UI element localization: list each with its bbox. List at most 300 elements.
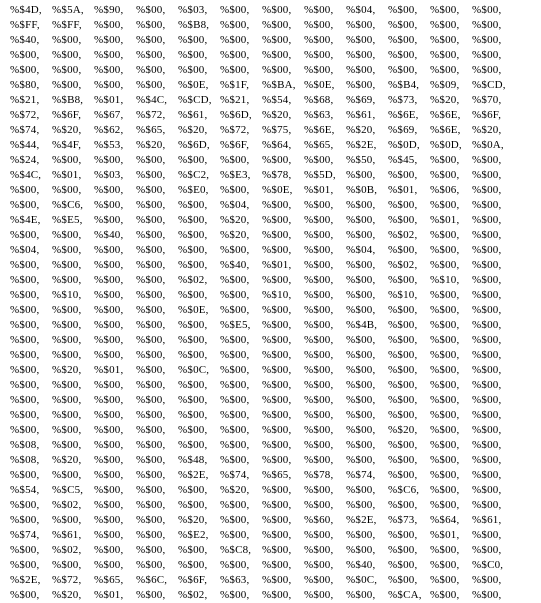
hex-byte: %$0A, [472, 139, 504, 151]
hex-byte: %$01, [304, 184, 334, 196]
hex-byte: %$00, [220, 4, 250, 16]
hex-byte: %$00, [262, 364, 292, 376]
hex-row [0, 198, 541, 213]
hex-byte: %$00, [472, 574, 502, 586]
hex-byte: %$00, [52, 64, 82, 76]
hex-row [0, 108, 541, 123]
hex-byte: %$00, [220, 289, 250, 301]
hex-byte: %$00, [388, 4, 418, 16]
hex-byte: %$20, [52, 364, 82, 376]
hex-byte: %$00, [346, 394, 376, 406]
hex-row [0, 303, 541, 318]
hex-byte: %$00, [220, 499, 250, 511]
hex-byte: %$00, [304, 214, 334, 226]
hex-byte: %$00, [304, 559, 334, 571]
hex-byte: %$00, [52, 274, 82, 286]
hex-byte: %$00, [430, 364, 460, 376]
hex-byte: %$00, [430, 244, 460, 256]
hex-byte: %$00, [304, 484, 334, 496]
hex-byte: %$67, [94, 109, 124, 121]
hex-byte: %$00, [136, 214, 166, 226]
hex-byte: %$00, [304, 364, 334, 376]
hex-byte: %$00, [178, 244, 208, 256]
hex-byte: %$00, [178, 409, 208, 421]
hex-byte: %$74, [346, 469, 376, 481]
hex-byte: %$00, [94, 559, 124, 571]
hex-byte: %$00, [10, 514, 40, 526]
hex-byte: %$00, [304, 4, 334, 16]
hex-byte: %$00, [262, 304, 292, 316]
hex-byte: %$00, [94, 424, 124, 436]
hex-byte: %$00, [346, 259, 376, 271]
hex-byte: %$20, [220, 229, 250, 241]
hex-byte: %$04, [346, 244, 376, 256]
hex-byte: %$09, [430, 79, 460, 91]
hex-byte: %$E0, [178, 184, 209, 196]
hex-row [0, 33, 541, 48]
hex-byte: %$2E, [10, 574, 41, 586]
hex-byte: %$6F, [220, 139, 250, 151]
hex-byte: %$00, [10, 544, 40, 556]
hex-byte: %$00, [346, 409, 376, 421]
hex-byte: %$00, [10, 424, 40, 436]
hex-byte: %$61, [472, 514, 502, 526]
hex-byte: %$00, [304, 454, 334, 466]
hex-byte: %$00, [262, 334, 292, 346]
hex-byte: %$00, [430, 424, 460, 436]
hex-byte: %$00, [430, 19, 460, 31]
hex-byte: %$00, [430, 64, 460, 76]
hex-row [0, 408, 541, 423]
hex-byte: %$08, [10, 439, 40, 451]
hex-byte: %$00, [94, 349, 124, 361]
hex-byte: %$00, [262, 244, 292, 256]
hex-row [0, 48, 541, 63]
hex-byte: %$00, [430, 229, 460, 241]
hex-byte: %$00, [472, 334, 502, 346]
hex-byte: %$53, [94, 139, 124, 151]
hex-byte: %$00, [304, 589, 334, 601]
hex-byte: %$00, [430, 334, 460, 346]
hex-byte: %$00, [94, 454, 124, 466]
hex-byte: %$00, [220, 244, 250, 256]
hex-byte: %$00, [220, 364, 250, 376]
hex-byte: %$00, [220, 439, 250, 451]
hex-byte: %$72, [136, 109, 166, 121]
hex-byte: %$00, [262, 64, 292, 76]
hex-byte: %$00, [472, 454, 502, 466]
hex-byte: %$6C, [136, 574, 168, 586]
hex-byte: %$00, [136, 244, 166, 256]
hex-byte: %$00, [94, 529, 124, 541]
hex-byte: %$00, [136, 409, 166, 421]
hex-byte: %$00, [136, 559, 166, 571]
hex-byte: %$00, [10, 319, 40, 331]
hex-byte: %$00, [136, 259, 166, 271]
hex-byte: %$63, [220, 574, 250, 586]
hex-byte: %$00, [472, 64, 502, 76]
hex-byte: %$10, [430, 274, 460, 286]
hex-byte: %$00, [430, 289, 460, 301]
hex-byte: %$00, [262, 484, 292, 496]
hex-byte: %$00, [262, 349, 292, 361]
hex-byte: %$0E, [304, 79, 335, 91]
hex-byte: %$00, [178, 484, 208, 496]
hex-byte: %$00, [136, 154, 166, 166]
hex-row [0, 393, 541, 408]
hex-byte: %$00, [430, 574, 460, 586]
hex-byte: %$00, [94, 379, 124, 391]
hex-byte: %$00, [430, 304, 460, 316]
hex-byte: %$00, [430, 484, 460, 496]
hex-row [0, 153, 541, 168]
hex-byte: %$00, [388, 349, 418, 361]
hex-byte: %$00, [388, 529, 418, 541]
hex-byte: %$4B, [346, 319, 378, 331]
hex-byte: %$00, [472, 364, 502, 376]
hex-byte: %$65, [136, 124, 166, 136]
hex-byte: %$62, [94, 124, 124, 136]
hex-byte: %$00, [304, 49, 334, 61]
hex-byte: %$00, [136, 484, 166, 496]
hex-byte: %$00, [262, 589, 292, 601]
hex-byte: %$02, [388, 259, 418, 271]
hex-byte: %$6F, [52, 109, 82, 121]
hex-byte: %$00, [136, 424, 166, 436]
hex-byte: %$00, [94, 304, 124, 316]
hex-byte: %$00, [52, 439, 82, 451]
hex-byte: %$00, [220, 409, 250, 421]
hex-byte: %$00, [94, 394, 124, 406]
hex-byte: %$00, [220, 34, 250, 46]
hex-byte: %$00, [472, 589, 502, 601]
hex-byte: %$00, [346, 19, 376, 31]
hex-byte: %$00, [220, 454, 250, 466]
hex-byte: %$C2, [178, 169, 210, 181]
hex-byte: %$01, [430, 214, 460, 226]
hex-byte: %$C6, [388, 484, 420, 496]
hex-byte: %$00, [346, 379, 376, 391]
hex-byte: %$00, [388, 364, 418, 376]
hex-byte: %$00, [10, 229, 40, 241]
hex-byte: %$5D, [304, 169, 336, 181]
hex-byte: %$61, [52, 529, 82, 541]
hex-byte: %$00, [472, 394, 502, 406]
hex-byte: %$00, [304, 334, 334, 346]
hex-byte: %$00, [136, 4, 166, 16]
hex-byte: %$40, [346, 559, 376, 571]
hex-byte: %$00, [262, 439, 292, 451]
hex-byte: %$00, [346, 199, 376, 211]
hex-byte: %$00, [52, 349, 82, 361]
hex-byte: %$00, [262, 379, 292, 391]
hex-byte: %$00, [178, 229, 208, 241]
hex-byte: %$00, [10, 184, 40, 196]
hex-byte: %$00, [94, 259, 124, 271]
hex-row [0, 498, 541, 513]
hex-byte: %$CD, [472, 79, 506, 91]
hex-byte: %$00, [430, 259, 460, 271]
hex-byte: %$00, [304, 439, 334, 451]
hex-byte: %$6E, [430, 124, 461, 136]
hex-byte: %$C8, [220, 544, 252, 556]
hex-row [0, 528, 541, 543]
hex-byte: %$00, [220, 394, 250, 406]
hex-byte: %$00, [220, 334, 250, 346]
hex-byte: %$0B, [346, 184, 378, 196]
hex-byte: %$00, [94, 154, 124, 166]
hex-byte: %$00, [304, 154, 334, 166]
hex-byte: %$73, [388, 514, 418, 526]
hex-byte: %$CD, [178, 94, 212, 106]
hex-byte: %$0C, [346, 574, 378, 586]
hex-byte: %$00, [136, 379, 166, 391]
hex-byte: %$00, [472, 49, 502, 61]
hex-byte: %$40, [10, 34, 40, 46]
hex-byte: %$00, [388, 304, 418, 316]
hex-byte: %$00, [304, 19, 334, 31]
hex-byte: %$E5, [52, 214, 83, 226]
hex-byte: %$65, [262, 469, 292, 481]
hex-byte: %$00, [52, 424, 82, 436]
hex-byte: %$00, [178, 394, 208, 406]
hex-byte: %$00, [220, 514, 250, 526]
hex-byte: %$00, [10, 289, 40, 301]
hex-byte: %$00, [136, 274, 166, 286]
hex-byte: %$00, [346, 364, 376, 376]
hex-byte: %$00, [388, 49, 418, 61]
hex-byte: %$00, [220, 349, 250, 361]
hex-byte: %$00, [472, 544, 502, 556]
hex-byte: %$00, [262, 214, 292, 226]
hex-byte: %$00, [346, 289, 376, 301]
hex-byte: %$00, [388, 274, 418, 286]
hex-byte: %$00, [262, 559, 292, 571]
hex-row [0, 468, 541, 483]
hex-byte: %$00, [472, 4, 502, 16]
hex-byte: %$06, [430, 184, 460, 196]
hex-byte: %$00, [136, 229, 166, 241]
hex-byte: %$00, [94, 544, 124, 556]
hex-byte: %$61, [346, 109, 376, 121]
hex-byte: %$00, [388, 199, 418, 211]
hex-byte: %$01, [94, 94, 124, 106]
hex-byte: %$00, [94, 214, 124, 226]
hex-byte: %$10, [262, 289, 292, 301]
hex-byte: %$00, [178, 49, 208, 61]
hex-row [0, 78, 541, 93]
hex-byte: %$00, [52, 394, 82, 406]
hex-byte: %$4C, [10, 169, 42, 181]
hex-byte: %$1F, [220, 79, 250, 91]
hex-byte: %$64, [262, 139, 292, 151]
hex-byte: %$00, [94, 514, 124, 526]
hex-byte: %$20, [220, 214, 250, 226]
hex-byte: %$6E, [304, 124, 335, 136]
hex-byte: %$00, [94, 409, 124, 421]
hex-byte: %$B4, [388, 79, 420, 91]
hex-byte: %$00, [136, 79, 166, 91]
hex-byte: %$00, [94, 319, 124, 331]
hex-byte: %$6F, [178, 574, 208, 586]
hex-byte: %$00, [220, 154, 250, 166]
hex-byte: %$00, [388, 379, 418, 391]
hex-byte: %$08, [10, 454, 40, 466]
hex-byte: %$10, [388, 289, 418, 301]
hex-byte: %$C0, [472, 559, 504, 571]
hex-byte: %$00, [10, 259, 40, 271]
hex-byte: %$64, [430, 514, 460, 526]
hex-byte: %$00, [430, 499, 460, 511]
hex-row [0, 378, 541, 393]
hex-byte: %$00, [262, 409, 292, 421]
hex-byte: %$00, [388, 574, 418, 586]
hex-byte: %$00, [94, 334, 124, 346]
hex-byte: %$00, [136, 199, 166, 211]
hex-byte: %$00, [472, 199, 502, 211]
hex-byte: %$01, [94, 364, 124, 376]
hex-row [0, 93, 541, 108]
hex-byte: %$00, [388, 469, 418, 481]
hex-byte: %$00, [220, 589, 250, 601]
hex-byte: %$00, [430, 544, 460, 556]
hex-byte: %$6D, [220, 109, 252, 121]
hex-byte: %$20, [52, 124, 82, 136]
hex-byte: %$04, [346, 4, 376, 16]
hex-byte: %$00, [472, 484, 502, 496]
hex-byte: %$0E, [262, 184, 293, 196]
hex-byte: %$0D, [388, 139, 420, 151]
hex-byte: %$00, [304, 379, 334, 391]
hex-byte: %$00, [94, 289, 124, 301]
hex-byte: %$01, [262, 259, 292, 271]
hex-byte: %$00, [136, 499, 166, 511]
hex-row [0, 123, 541, 138]
hex-byte: %$00, [304, 34, 334, 46]
hex-byte: %$00, [430, 454, 460, 466]
hex-byte: %$02, [52, 544, 82, 556]
hex-byte: %$00, [10, 394, 40, 406]
hex-byte: %$20, [178, 124, 208, 136]
hex-byte: %$90, [94, 4, 124, 16]
hex-row [0, 543, 541, 558]
hex-row [0, 273, 541, 288]
hex-row [0, 318, 541, 333]
hex-byte: %$00, [304, 319, 334, 331]
hex-byte: %$00, [136, 19, 166, 31]
hex-byte: %$00, [346, 49, 376, 61]
hex-byte: %$00, [388, 244, 418, 256]
hex-byte: %$BA, [262, 79, 296, 91]
hex-byte: %$00, [52, 229, 82, 241]
hex-byte: %$01, [388, 184, 418, 196]
hex-byte: %$00, [472, 499, 502, 511]
hex-byte: %$00, [52, 79, 82, 91]
hex-byte: %$00, [178, 64, 208, 76]
hex-byte: %$00, [136, 454, 166, 466]
hex-byte: %$00, [304, 544, 334, 556]
hex-byte: %$00, [472, 319, 502, 331]
hex-byte: %$00, [346, 79, 376, 91]
hex-byte: %$00, [52, 469, 82, 481]
hex-byte: %$00, [10, 379, 40, 391]
hex-byte: %$00, [388, 319, 418, 331]
hex-byte: %$00, [472, 469, 502, 481]
hex-byte: %$00, [136, 334, 166, 346]
hex-byte: %$00, [94, 19, 124, 31]
hex-byte: %$00, [178, 154, 208, 166]
hex-byte: %$00, [388, 64, 418, 76]
hex-byte: %$6D, [178, 139, 210, 151]
hex-byte: %$00, [94, 499, 124, 511]
hex-row [0, 363, 541, 378]
hex-row [0, 588, 541, 603]
hex-byte: %$00, [304, 289, 334, 301]
hex-byte: %$00, [430, 439, 460, 451]
hex-byte: %$00, [136, 64, 166, 76]
hex-byte: %$00, [94, 274, 124, 286]
hex-byte: %$00, [262, 319, 292, 331]
hex-byte: %$00, [10, 64, 40, 76]
hex-byte: %$20, [52, 454, 82, 466]
hex-byte: %$00, [220, 529, 250, 541]
hex-byte: %$00, [472, 409, 502, 421]
hex-byte: %$00, [430, 49, 460, 61]
hex-byte: %$00, [220, 19, 250, 31]
hex-byte: %$00, [94, 439, 124, 451]
hex-byte: %$78, [304, 469, 334, 481]
hex-row [0, 333, 541, 348]
hex-byte: %$20, [472, 124, 502, 136]
hex-byte: %$21, [220, 94, 250, 106]
hex-byte: %$00, [10, 364, 40, 376]
hex-byte: %$00, [304, 409, 334, 421]
hex-byte: %$00, [262, 544, 292, 556]
hex-byte: %$00, [304, 574, 334, 586]
hex-byte: %$00, [304, 349, 334, 361]
hex-byte: %$00, [220, 559, 250, 571]
hex-byte: %$00, [10, 334, 40, 346]
hex-byte: %$00, [262, 394, 292, 406]
hex-byte: %$B8, [178, 19, 210, 31]
hex-row [0, 243, 541, 258]
hex-byte: %$CA, [388, 589, 422, 601]
hex-byte: %$00, [430, 559, 460, 571]
hex-byte: %$00, [430, 589, 460, 601]
hex-byte: %$00, [52, 49, 82, 61]
hex-byte: %$00, [472, 34, 502, 46]
hex-byte: %$72, [10, 109, 40, 121]
hex-byte: %$C6, [52, 199, 84, 211]
hex-byte: %$00, [472, 214, 502, 226]
hex-byte: %$B8, [52, 94, 84, 106]
hex-byte: %$60, [304, 514, 334, 526]
hex-byte: %$02, [178, 274, 208, 286]
hex-byte: %$00, [346, 439, 376, 451]
hex-byte: %$00, [136, 49, 166, 61]
hex-byte: %$20, [178, 514, 208, 526]
hex-row [0, 213, 541, 228]
hex-dump-view [0, 3, 541, 603]
hex-byte: %$00, [178, 559, 208, 571]
hex-row [0, 183, 541, 198]
hex-byte: %$00, [178, 334, 208, 346]
hex-byte: %$00, [304, 394, 334, 406]
hex-byte: %$00, [220, 379, 250, 391]
hex-row [0, 558, 541, 573]
hex-byte: %$00, [262, 274, 292, 286]
hex-byte: %$FF, [52, 19, 82, 31]
